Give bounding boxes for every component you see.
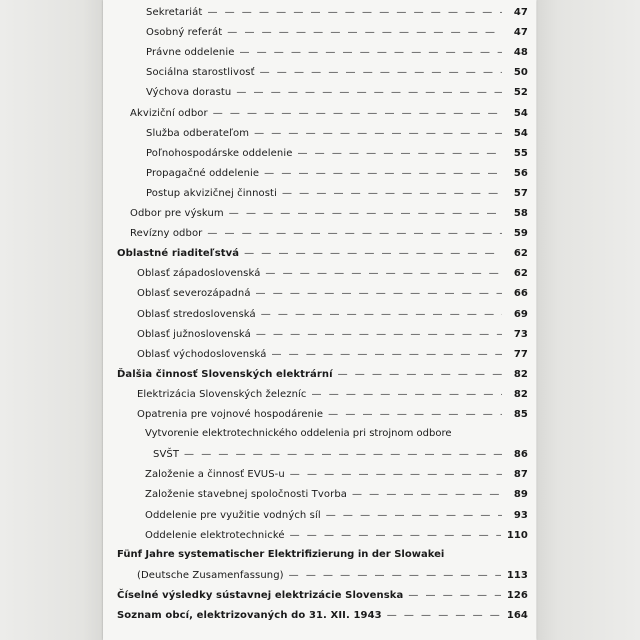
dot-leader	[265, 268, 502, 279]
toc-entry-continuation: Vytvorenie elektrotechnického oddelenia pri strojnom odbore	[145, 428, 452, 439]
dot-leader	[328, 409, 502, 420]
toc-entry-page: 66	[513, 287, 528, 299]
toc-entry	[130, 105, 528, 121]
dot-leader	[264, 168, 502, 179]
toc-entry-label: SVŠT	[153, 448, 180, 460]
dot-leader	[184, 449, 502, 460]
toc-entry-label: Služba odberateľom	[146, 127, 250, 139]
toc-entry-page: 58	[513, 207, 528, 219]
toc-entry-page: 47	[513, 26, 528, 38]
toc-entry-label: Soznam obcí, elektrizovaných do 31. XII. 1943	[117, 609, 382, 621]
toc-entry-label: Akviziční odbor	[130, 107, 208, 119]
toc-entry	[146, 44, 528, 60]
toc-entry-label: Číselné výsledky sústavnej elektrizácie Slovenska	[117, 589, 404, 601]
toc-entry	[117, 607, 528, 623]
toc-entry	[146, 24, 528, 40]
dot-leader	[239, 47, 502, 58]
toc-entry	[137, 285, 528, 301]
toc-entry-label: Právne oddelenie	[146, 46, 235, 58]
dot-leader	[289, 570, 501, 581]
dot-leader	[338, 369, 502, 380]
toc-entry-page: 89	[513, 488, 528, 500]
toc-entry-page: 110	[506, 529, 528, 541]
toc-entry	[117, 587, 528, 603]
toc-entry-page: 56	[513, 167, 528, 179]
dot-leader	[387, 610, 501, 621]
toc-entry	[145, 507, 528, 523]
toc-entry	[145, 486, 528, 502]
toc-entry	[137, 265, 528, 281]
toc-entry-label: Ďalšia činnosť Slovenských elektrární	[117, 368, 333, 380]
dot-leader	[282, 188, 502, 199]
toc-entry	[145, 527, 528, 543]
toc-entry-page: 126	[506, 589, 528, 601]
dot-leader	[207, 7, 502, 18]
toc-entry-label: (Deutsche Zusamenfassung)	[137, 569, 284, 581]
toc-entry-page: 52	[513, 86, 528, 98]
toc-entry-page: 113	[506, 569, 528, 581]
toc-entry-label: Založenie stavebnej spoločnosti Tvorba	[145, 488, 347, 500]
dot-leader	[312, 389, 502, 400]
toc-entry-page: 87	[513, 468, 528, 480]
toc-entry-label: Oblasť západoslovenská	[137, 267, 261, 279]
toc-entry	[117, 245, 528, 261]
toc-entry-label: Sekretariát	[146, 6, 203, 18]
toc-entry	[145, 466, 528, 482]
toc-entry-label: Výchova dorastu	[146, 86, 232, 98]
dot-leader	[326, 510, 502, 521]
toc-entry	[130, 205, 528, 221]
dot-leader	[227, 27, 502, 38]
dot-leader	[290, 530, 501, 541]
dot-leader	[229, 208, 502, 219]
toc-entry-label: Odbor pre výskum	[130, 207, 224, 219]
toc-entry-page: 62	[513, 247, 528, 259]
toc-entry	[146, 125, 528, 141]
toc-entry-label: Revízny odbor	[130, 227, 203, 239]
toc-entry	[117, 366, 528, 382]
toc-entry-page: 86	[513, 448, 528, 460]
toc-entry-page: 54	[513, 107, 528, 119]
toc-entry-page: 57	[513, 187, 528, 199]
toc-entry-page: 55	[513, 147, 528, 159]
toc-entry-continuation: Fünf Jahre systematischer Elektrifizierung in der Slowakei	[117, 549, 445, 560]
dot-leader	[261, 309, 502, 320]
toc-entry-label: Opatrenia pre vojnové hospodárenie	[137, 408, 324, 420]
toc-entry	[137, 386, 528, 402]
toc-entry-label: Oblasť východoslovenská	[137, 348, 267, 360]
toc-entry-label: Sociálna starostlivosť	[146, 66, 255, 78]
dot-leader	[207, 228, 502, 239]
toc-entry-label: Poľnohospodárske oddelenie	[146, 147, 293, 159]
toc-entry	[146, 165, 528, 181]
toc-entry-page: 48	[513, 46, 528, 58]
toc-entry-page: 164	[506, 609, 528, 621]
dot-leader	[260, 67, 502, 78]
toc-entry	[146, 4, 528, 20]
toc-entry	[130, 225, 528, 241]
dot-leader	[352, 489, 502, 500]
toc-entry-page: 54	[513, 127, 528, 139]
dot-leader	[213, 108, 502, 119]
toc-entry-page: 50	[513, 66, 528, 78]
toc-entry-page: 77	[513, 348, 528, 360]
toc-entry	[137, 346, 528, 362]
toc-entry-label: Elektrizácia Slovenských železníc	[137, 388, 307, 400]
dot-leader	[408, 590, 500, 601]
toc-entry-page: 82	[513, 368, 528, 380]
toc-entry	[146, 64, 528, 80]
toc-entry	[137, 326, 528, 342]
toc-entry	[146, 145, 528, 161]
toc-entry-label: Osobný referát	[146, 26, 223, 38]
dot-leader	[244, 248, 502, 259]
scan-background-left	[0, 0, 103, 640]
toc-entry	[146, 185, 528, 201]
toc-entry-label: Oddelenie elektrotechnické	[145, 529, 285, 541]
dot-leader	[256, 329, 502, 340]
dot-leader	[256, 288, 502, 299]
toc-entry-label: Oddelenie pre využitie vodných síl	[145, 509, 321, 521]
dot-leader	[290, 469, 502, 480]
toc-entry-label: Oblasť severozápadná	[137, 287, 251, 299]
toc-entry-page: 85	[513, 408, 528, 420]
table-of-contents	[103, 0, 536, 640]
toc-entry	[137, 567, 528, 583]
toc-entry-page: 59	[513, 227, 528, 239]
dot-leader	[254, 128, 502, 139]
toc-entry	[153, 446, 528, 462]
toc-entry-label: Oblasť stredoslovenská	[137, 308, 256, 320]
toc-entry-page: 93	[513, 509, 528, 521]
toc-entry-label: Oblastné riaditeľstvá	[117, 247, 240, 259]
toc-entry-label: Založenie a činnosť EVUS-u	[145, 468, 285, 480]
toc-entry-page: 82	[513, 388, 528, 400]
toc-entry	[137, 306, 528, 322]
scan-background-right	[537, 0, 640, 640]
toc-entry-page: 73	[513, 328, 528, 340]
toc-entry-label: Propagačné oddelenie	[146, 167, 260, 179]
dot-leader	[297, 148, 502, 159]
toc-entry-page: 47	[513, 6, 528, 18]
toc-entry-page: 62	[513, 267, 528, 279]
toc-entry	[146, 84, 528, 100]
dot-leader	[271, 349, 502, 360]
dot-leader	[236, 87, 502, 98]
toc-entry-label: Postup akvizičnej činnosti	[146, 187, 277, 199]
toc-entry-page: 69	[513, 308, 528, 320]
book-page	[103, 0, 536, 640]
toc-entry-label: Oblasť južnoslovenská	[137, 328, 251, 340]
toc-entry	[137, 406, 528, 422]
